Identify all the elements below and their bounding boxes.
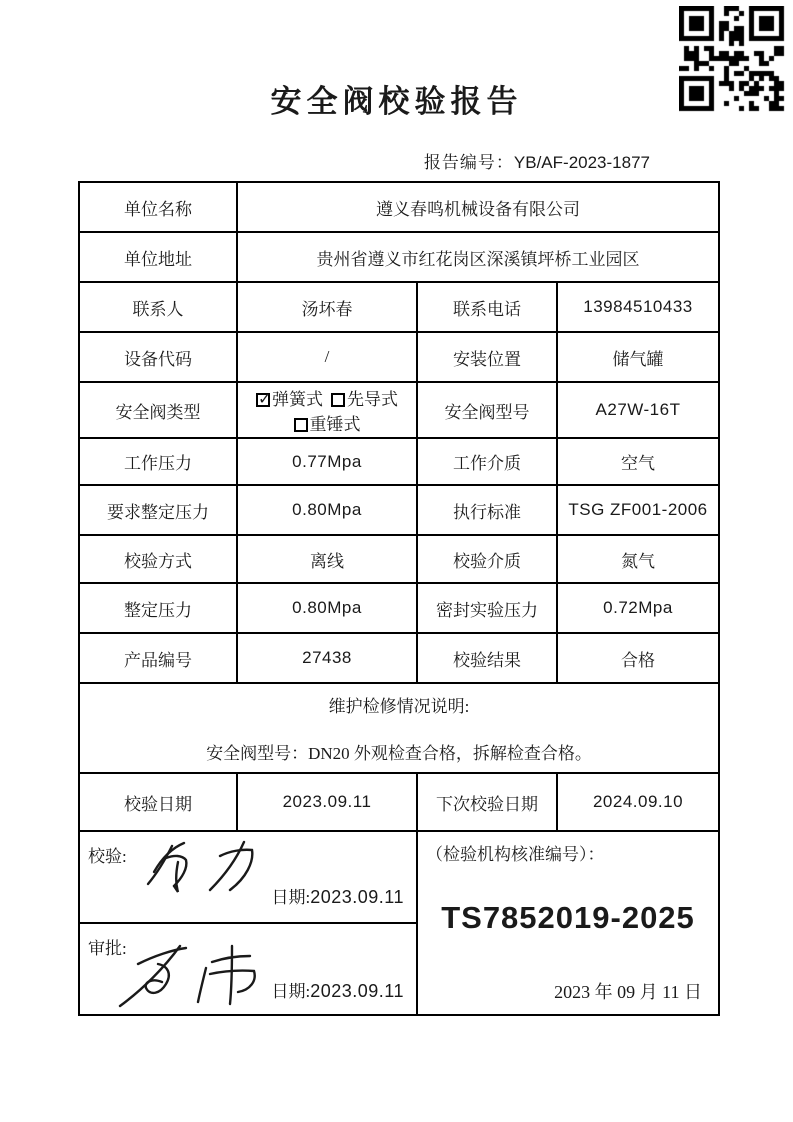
row-equipment [79,332,719,382]
required-set-pressure-label: 要求整定压力 [79,485,237,535]
report-table [78,181,720,1016]
row-required-set-pressure [79,485,719,535]
agency-label: （检验机构核准编号）： [426,845,605,864]
valve-type-option-spring: ✓弹簧式 [256,390,323,409]
report-number [424,148,650,173]
row-working-pressure [79,438,719,485]
page-title: 安全阀校验报告 [270,84,523,119]
checkbox-spring-checked-icon [256,393,270,407]
valve-type-label: 安全阀类型 [79,382,237,438]
product-no-label: 产品编号 [79,633,237,683]
valve-model-label: 安全阀型号 [417,382,557,438]
row-verifier [79,831,719,923]
checkbox-weight-icon [294,418,308,432]
row-set-pressure [79,583,719,633]
seal-test-pressure-value: 0.72Mpa [557,583,719,633]
verifier-signature [132,836,282,898]
working-medium-label: 工作介质 [417,438,557,485]
seal-test-pressure-label: 密封实验压力 [417,583,557,633]
install-location-label: 安装位置 [417,332,557,382]
row-contact [79,282,719,332]
approver-date: 日期:2023.09.11 [271,981,404,1001]
unit-name-label: 单位名称 [79,182,237,232]
next-calibration-date-label: 下次校验日期 [417,773,557,831]
standard-value: TSG ZF001-2006 [557,485,719,535]
row-maintenance [79,683,719,773]
calibration-date-label: 校验日期 [79,773,237,831]
next-calibration-date-value: 2024.09.10 [557,773,719,831]
agency-cell [417,831,719,1015]
calibration-date-value: 2023.09.11 [237,773,417,831]
row-valve-type [79,382,719,438]
report-number-value: YB/AF-2023-1877 [513,153,650,172]
contact-phone-label: 联系电话 [417,282,557,332]
calibration-medium-value: 氮气 [557,535,719,583]
calibration-method-value: 离线 [237,535,417,583]
contact-phone-value: 13984510433 [557,282,719,332]
row-unit-name [79,182,719,232]
row-calibration-method [79,535,719,583]
product-no-value: 27438 [237,633,417,683]
agency-date: 2023 年 09 月 11 日 [554,982,703,1002]
maintenance-title: 维护检修情况说明: [328,697,470,716]
equipment-code-value: / [237,332,417,382]
approver-cell [79,923,417,1015]
checkbox-pilot-icon [331,393,345,407]
required-set-pressure-value: 0.80Mpa [237,485,417,535]
unit-address-value: 贵州省遵义市红花岗区深溪镇坪桥工业园区 [237,232,719,282]
calibration-medium-label: 校验介质 [417,535,557,583]
verifier-cell [79,831,417,923]
unit-name-value: 遵义春鸣机械设备有限公司 [237,182,719,232]
result-value: 合格 [557,633,719,683]
row-calibration-date [79,773,719,831]
maintenance-note [79,683,719,773]
unit-address-label: 单位地址 [79,232,237,282]
result-label: 校验结果 [417,633,557,683]
contact-label: 联系人 [79,282,237,332]
valve-model-value: A27W-16T [557,382,719,438]
equipment-code-label: 设备代码 [79,332,237,382]
verifier-date: 日期:2023.09.11 [271,887,404,907]
set-pressure-label: 整定压力 [79,583,237,633]
valve-type-option-pilot: 先导式 [331,390,398,409]
row-product-no [79,633,719,683]
maintenance-content: 安全阀型号：DN20 外观检查合格，拆解检查合格。 [206,744,592,763]
approver-label: 审批: [88,939,127,958]
verifier-label: 校验: [88,847,127,866]
standard-label: 执行标准 [417,485,557,535]
contact-value: 汤坏春 [237,282,417,332]
valve-type-option-weight: 重锤式 [294,415,361,434]
working-pressure-value: 0.77Mpa [237,438,417,485]
report-number-label: 报告编号： [423,153,514,172]
set-pressure-value: 0.80Mpa [237,583,417,633]
calibration-method-label: 校验方式 [79,535,237,583]
valve-type-options [237,382,417,438]
row-unit-address [79,232,719,282]
install-location-value: 储气罐 [557,332,719,382]
working-medium-value: 空气 [557,438,719,485]
agency-approval-number: TS7852019-2025 [441,900,695,935]
working-pressure-label: 工作压力 [79,438,237,485]
